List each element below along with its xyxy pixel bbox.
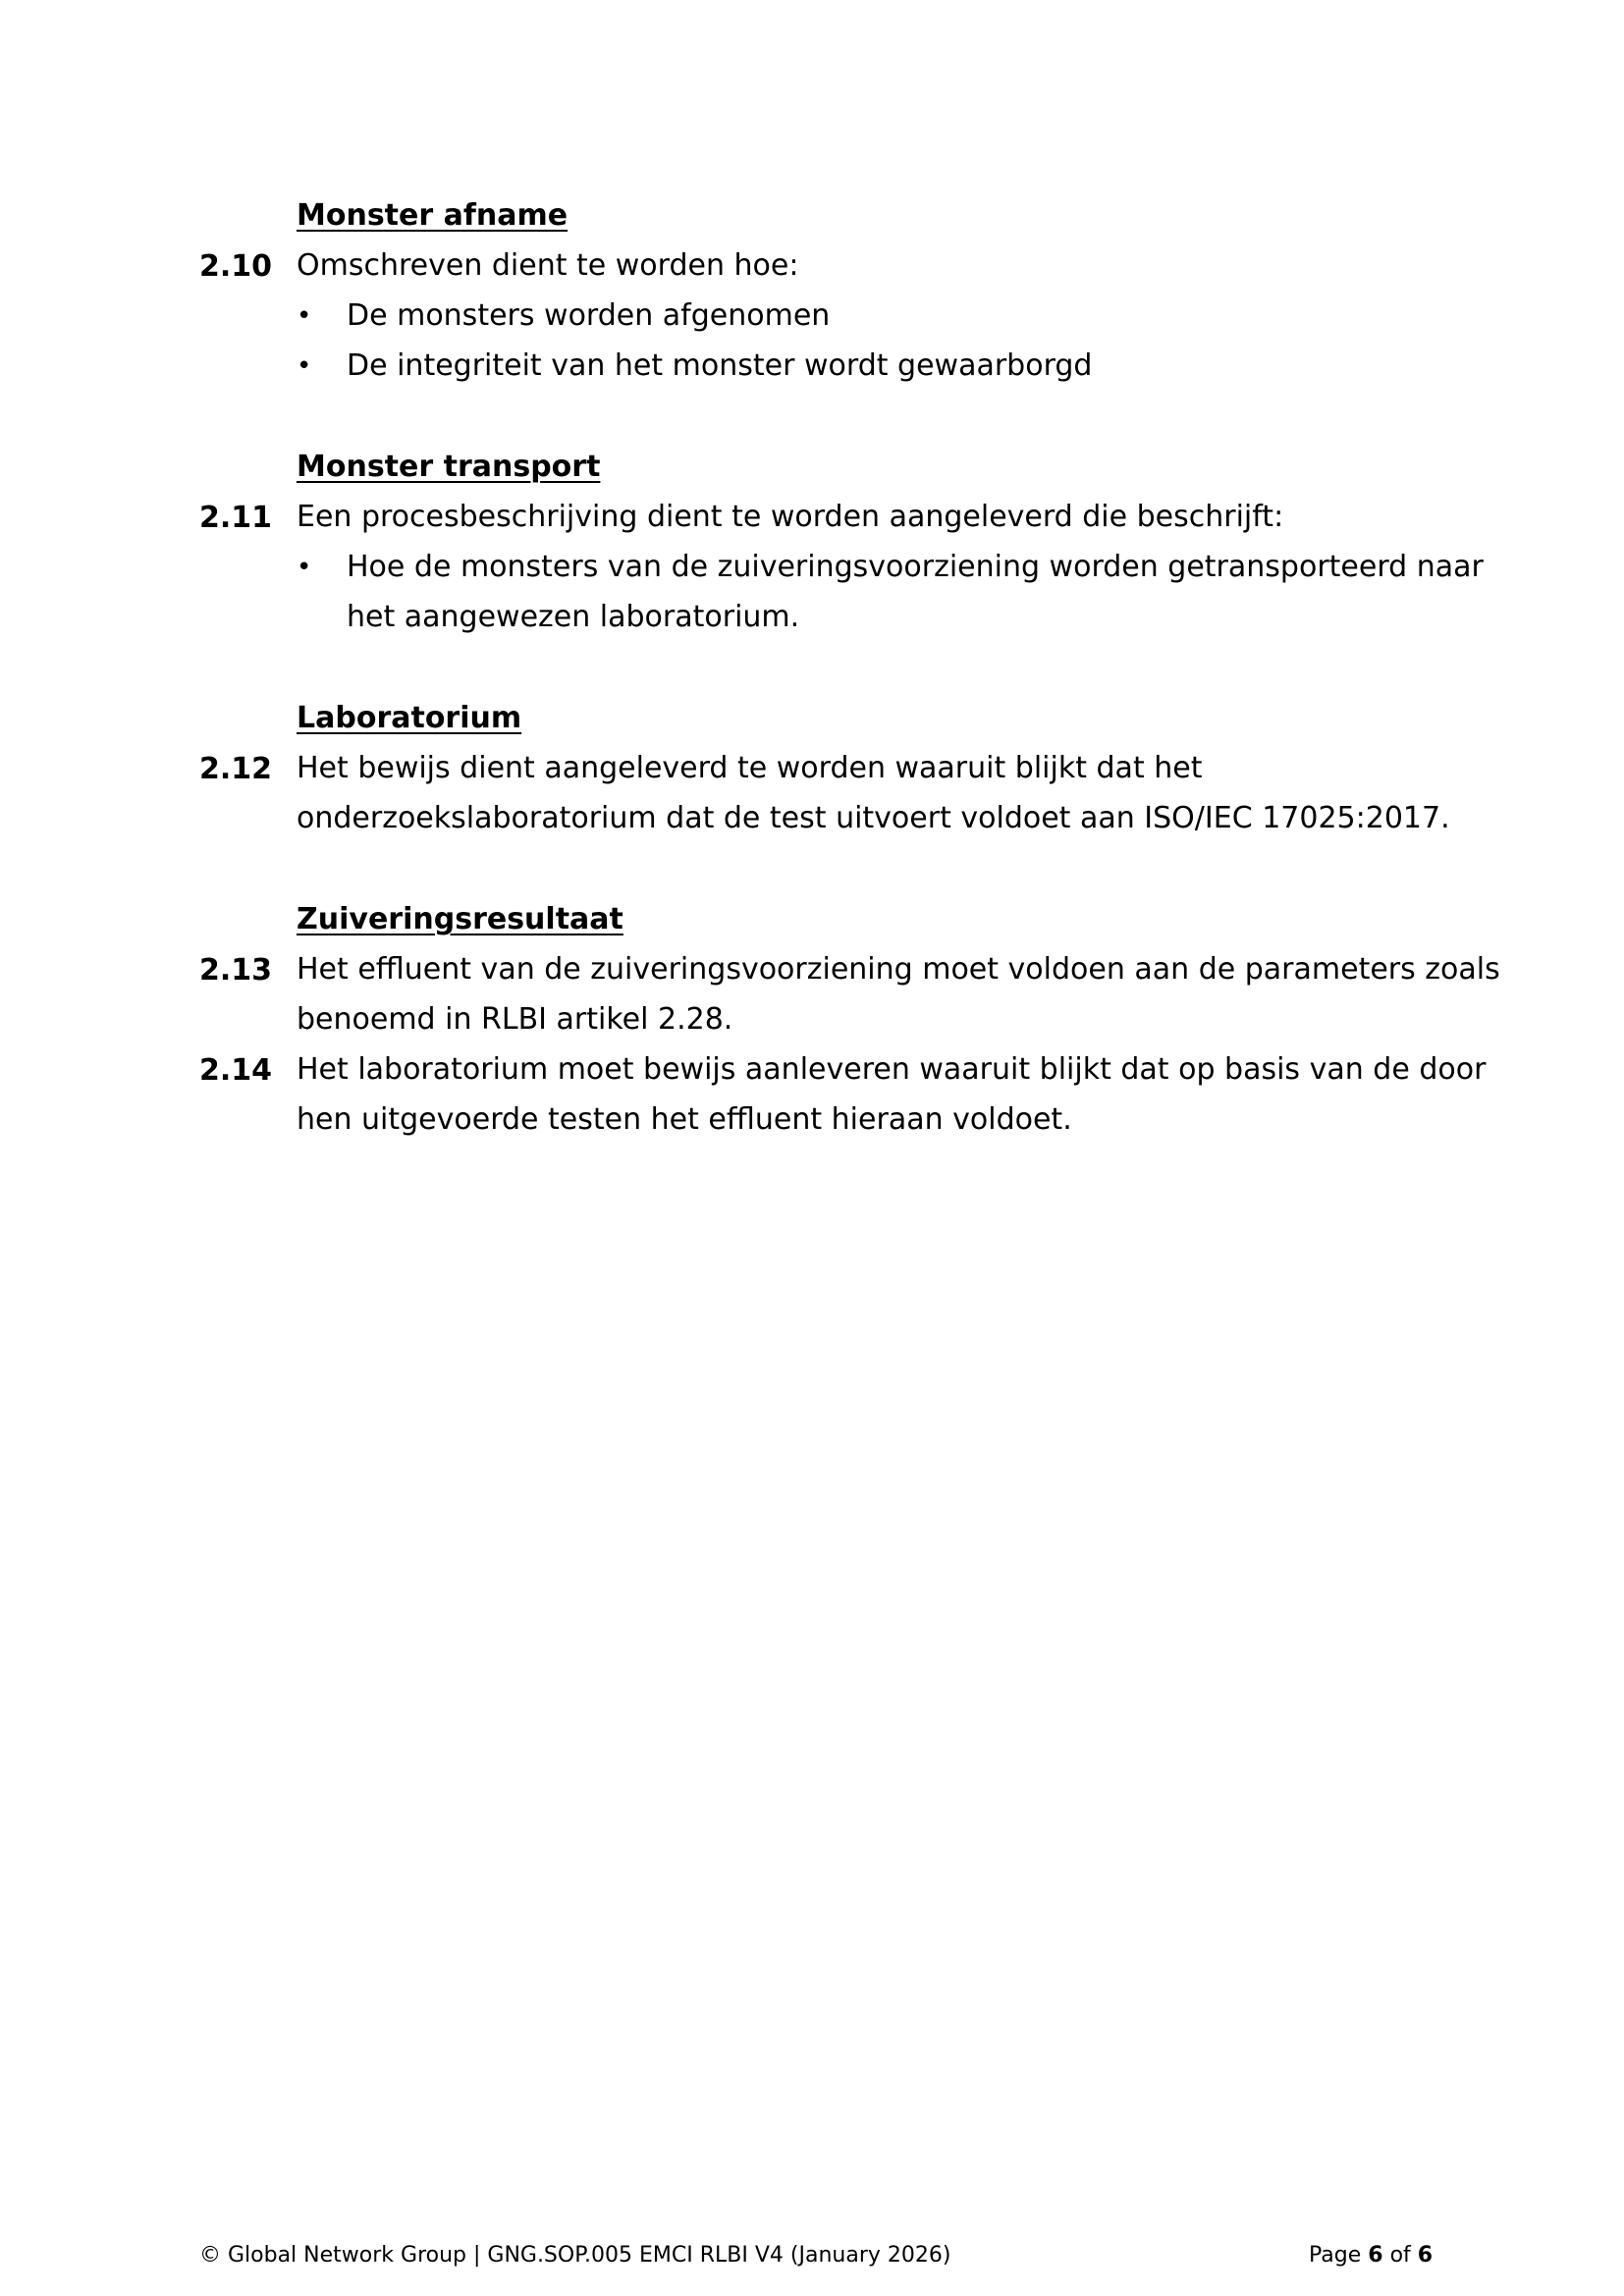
item-text-2-10: Omschreven dient te worden hoe: [297,248,799,283]
page-of: of [1389,2243,1411,2268]
item-text-2-14-continued: hen uitgevoerde testen het effluent hieraan voldoet. [297,1102,1072,1137]
item-number-2-12: 2.12 [199,752,273,786]
bullet-text-continued: het aangewezen laboratorium. [347,600,800,634]
item-number-2-10: 2.10 [199,249,273,284]
bullet-icon: • [297,301,312,331]
page-current: 6 [1368,2243,1383,2268]
section-heading-monster-afname: Monster afname [297,198,568,233]
footer-copyright: © Global Network Group | GNG.SOP.005 EMCI RLBI V4 (January 2026) [199,2243,951,2268]
section-heading-laboratorium: Laboratorium [297,701,522,735]
item-text-2-11: Een procesbeschrijving dient te worden aangeleverd die beschrijft: [297,500,1284,534]
bullet-icon: • [297,351,312,381]
bullet-icon: • [297,553,312,582]
page-total: 6 [1417,2243,1434,2268]
item-text-2-13-continued: benoemd in RLBI artikel 2.28. [297,1002,733,1037]
page-label: Page [1309,2243,1362,2268]
section-heading-monster-transport: Monster transport [297,450,601,484]
item-text-2-14: Het laboratorium moet bewijs aanleveren waaruit blijkt dat op basis van de door [297,1052,1487,1087]
bullet-text: De monsters worden afgenomen [347,298,831,333]
section-heading-zuiveringsresultaat: Zuiveringsresultaat [297,902,623,936]
footer-page-number [1309,2243,1433,2268]
item-text-2-13: Het effluent van de zuiveringsvoorziening moet voldoen aan de parameters zoals [297,952,1500,987]
item-text-2-12-continued: onderzoekslaboratorium dat de test uitvoert voldoet aan ISO/IEC 17025:2017. [297,801,1450,835]
item-number-2-11: 2.11 [199,501,273,535]
item-text-2-12: Het bewijs dient aangeleverd te worden waaruit blijkt dat het [297,751,1203,785]
bullet-text: Hoe de monsters van de zuiveringsvoorziening worden getransporteerd naar [347,550,1484,584]
item-number-2-13: 2.13 [199,953,273,988]
bullet-text: De integriteit van het monster wordt gewaarborgd [347,348,1093,383]
item-number-2-14: 2.14 [199,1053,273,1088]
